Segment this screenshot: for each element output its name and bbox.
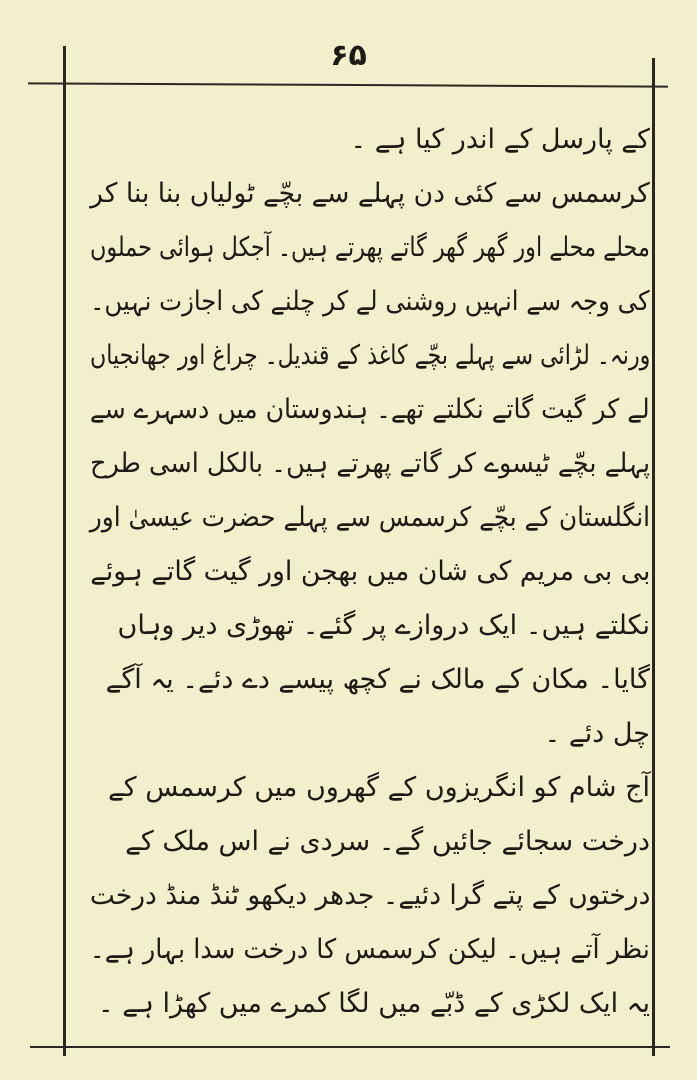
text-line: نظر آتے ہیں۔ لیکن کرسمس کا درخت سدا بہار ہے۔: [89, 934, 650, 965]
text-line: کی وجہ سے انہیں روشنی لے کر چلنے کی اجازت نہیں۔: [90, 286, 650, 317]
text-line: درخت سجائے جائیں گے۔ سردی نے اس ملک کے: [125, 826, 650, 857]
text-line: گایا۔ مکان کے مالک نے کچھ پیسے دے دئے۔ یہ آگے: [105, 664, 650, 695]
bottom-rule: [30, 1046, 670, 1048]
right-margin-rule: [652, 58, 655, 1056]
text-line: لے کر گیت گاتے نکلتے تھے۔ ہندوستان میں دسہرے سے: [90, 394, 650, 425]
text-line: بی بی مریم کی شان میں بھجن اور گیت گاتے ہوئے: [89, 556, 650, 587]
text-line: پہلے بچّے ٹیسوے کر گاتے پھرتے ہیں۔ بالکل اسی طرح: [89, 448, 650, 479]
text-line: ورنہ۔ لڑائی سے پہلے بچّے کاغذ کے قندیل۔ چراغ اور جھانجیاں: [89, 340, 650, 371]
left-margin-rule: [63, 46, 66, 1056]
text-line: نکلتے ہیں۔ ایک دروازے پر گئے۔ تھوڑی دیر وہاں: [117, 610, 650, 641]
text-line: انگلستان کے بچّے کرسمس سے پہلے حضرت عیسیٰ اور: [89, 502, 650, 533]
text-line: کے پارسل کے اندر کیا ہے ۔: [350, 124, 650, 155]
text-line: آج شام کو انگریزوں کے گھروں میں کرسمس کے: [107, 772, 650, 803]
top-rule: [28, 82, 668, 87]
text-line: چل دئے ۔: [544, 718, 650, 749]
text-line: درختوں کے پتے گرا دئیے۔ جدھر دیکھو ٹنڈ منڈ درخت: [89, 880, 650, 911]
page-number: ۶۵: [330, 38, 367, 73]
text-line: یہ ایک لکڑی کے ڈبّے میں لگا کمرے میں کھڑا ہے ۔: [97, 988, 650, 1019]
text-line: کرسمس سے کئی دن پہلے سے بچّے ٹولیاں بنا بنا کر: [90, 178, 650, 209]
text-line: محلے محلے اور گھر گھر گاتے پھرتے ہیں۔ آجکل ہوائی حملوں: [90, 232, 650, 263]
